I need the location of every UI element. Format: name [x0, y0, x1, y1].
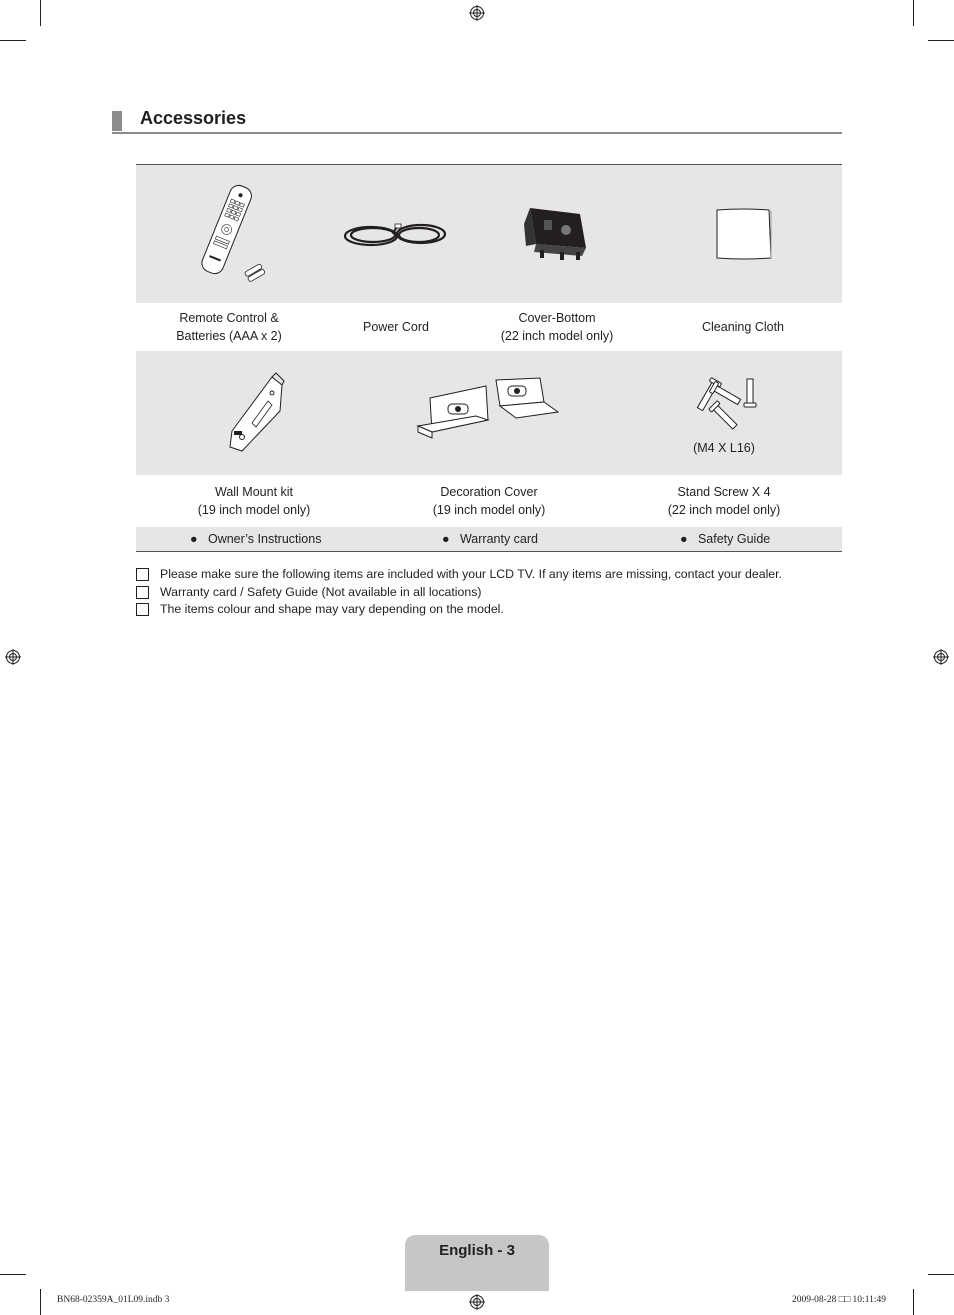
- decoration-cover-icon: [414, 376, 564, 450]
- notes-list: [136, 566, 856, 619]
- document-item: ● Safety Guide: [680, 532, 771, 546]
- page-number: English - 3: [439, 1242, 515, 1259]
- page-number-tab: [405, 1235, 549, 1291]
- documents-row: [136, 527, 842, 551]
- registration-mark-icon: [469, 1294, 485, 1310]
- accessory-label-power-cord: Power Cord: [363, 320, 429, 334]
- cleaning-cloth-icon: [713, 206, 773, 262]
- registration-mark-icon: [933, 649, 949, 665]
- remote-control-icon: [189, 181, 269, 287]
- registration-mark-icon: [5, 649, 21, 665]
- accessories-table: [136, 164, 842, 552]
- note-item: Warranty card / Safety Guide (Not available in all locations): [136, 584, 856, 602]
- accessory-label-remote-control: Remote Control & Batteries (AAA x 2): [176, 311, 282, 343]
- section-title: Accessories: [140, 108, 247, 128]
- footer-file-name: BN68-02359A_01L09.indb 3: [57, 1295, 170, 1305]
- accessory-label-decoration-cover: Decoration Cover (19 inch model only): [432, 485, 546, 517]
- screw-spec-label: (M4 X L16): [693, 441, 755, 455]
- accessories-label-row: [136, 475, 842, 527]
- note-icon: [136, 568, 149, 581]
- registration-mark-icon: [469, 5, 485, 21]
- wall-mount-kit-icon: [222, 371, 286, 455]
- document-item: ● Owner’s Instructions: [190, 532, 322, 546]
- cover-bottom-icon: [520, 204, 594, 264]
- footer-timestamp: 2009-08-28 □□ 10:11:49: [792, 1295, 886, 1305]
- accessory-label-wall-mount-kit: Wall Mount kit (19 inch model only): [197, 485, 311, 517]
- note-item: Please make sure the following items are included with your LCD TV. If any items are missing, contact your dealer.: [136, 566, 856, 584]
- stand-screw-icon: [691, 373, 757, 433]
- note-icon: [136, 603, 149, 616]
- section-heading: [112, 108, 842, 134]
- note-icon: [136, 586, 149, 599]
- accessory-label-stand-screw: Stand Screw X 4 (22 inch model only): [667, 485, 781, 517]
- accessories-image-row: [136, 165, 842, 303]
- power-cord-icon: [341, 210, 451, 258]
- accessory-label-cleaning-cloth: Cleaning Cloth: [702, 320, 784, 334]
- accessory-label-cover-bottom: Cover-Bottom (22 inch model only): [500, 311, 614, 343]
- document-item: ● Warranty card: [442, 532, 538, 546]
- accessories-label-row: [136, 303, 842, 351]
- accessories-image-row: [136, 351, 842, 475]
- note-item: The items colour and shape may vary depending on the model.: [136, 601, 856, 619]
- heading-bar: [112, 111, 122, 131]
